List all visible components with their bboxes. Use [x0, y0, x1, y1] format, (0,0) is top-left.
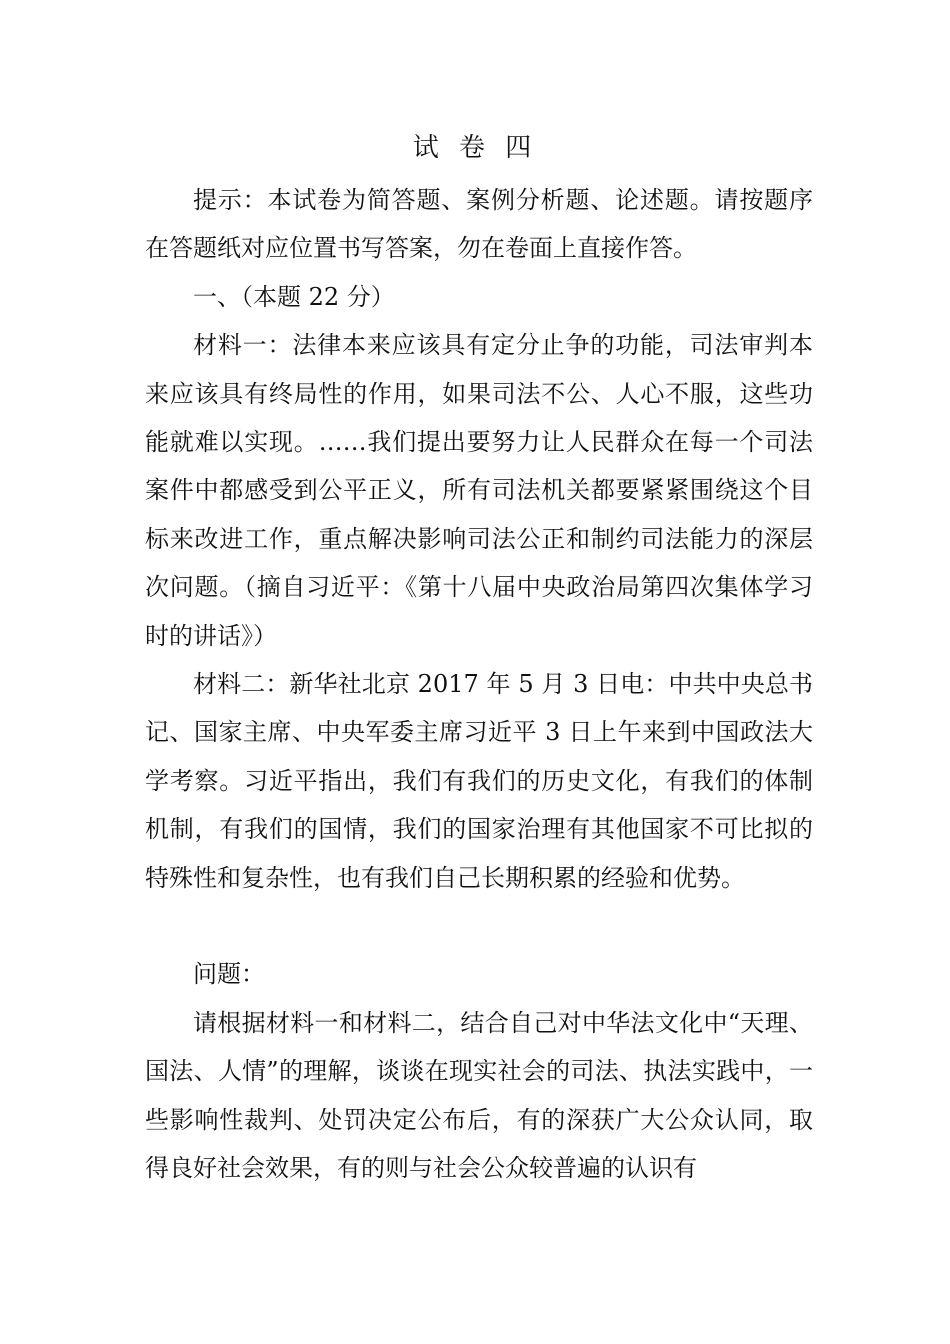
exam-title: 试 卷 四: [412, 133, 538, 163]
question-label: 问题：: [193, 960, 265, 989]
material-two: 材料二：新华社北京 2017 年 5 月 3 日电：中共中央总书记、国家主席、中央军委主席习近平 3 日上午来到中国政法大学考察。习近平指出，我们有我们的历史文化，有我们的体制机制，有我们的国情，我们的国家治理有其他国家不可比拟的特殊性和复杂性，也有我们自己长期积累的经验和优势。: [145, 670, 813, 892]
question-text: 请根据材料一和材料二，结合自己对中华法文化中“天理、国法、人情”的理解，谈谈在现实社会的司法、执法实践中，一些影响性裁判、处罚决定公布后，有的深获广大公众认同，取得良好社会效果，有的则与社会公众较普遍的认识有: [145, 1008, 813, 1183]
section-heading: 一、（本题 22 分）: [193, 282, 395, 311]
exam-hint: 提示：本试卷为简答题、案例分析题、论述题。请按题序在答题纸对应位置书写答案，勿在卷面上直接作答。: [145, 186, 813, 263]
document-body: [145, 176, 813, 1193]
material-one: 材料一：法律本来应该具有定分止争的功能，司法审判本来应该具有终局性的作用，如果司法不公、人心不服，这些功能就难以实现。……我们提出要努力让人民群众在每一个司法案件中都感受到公平正义，所有司法机关都要紧紧围绕这个目标来改进工作，重点解决影响司法公正和制约司法能力的深层次问题。（摘自习近平：《第十八届中央政治局第四次集体学习时的讲话》）: [145, 331, 813, 650]
blank-line: [145, 902, 813, 950]
